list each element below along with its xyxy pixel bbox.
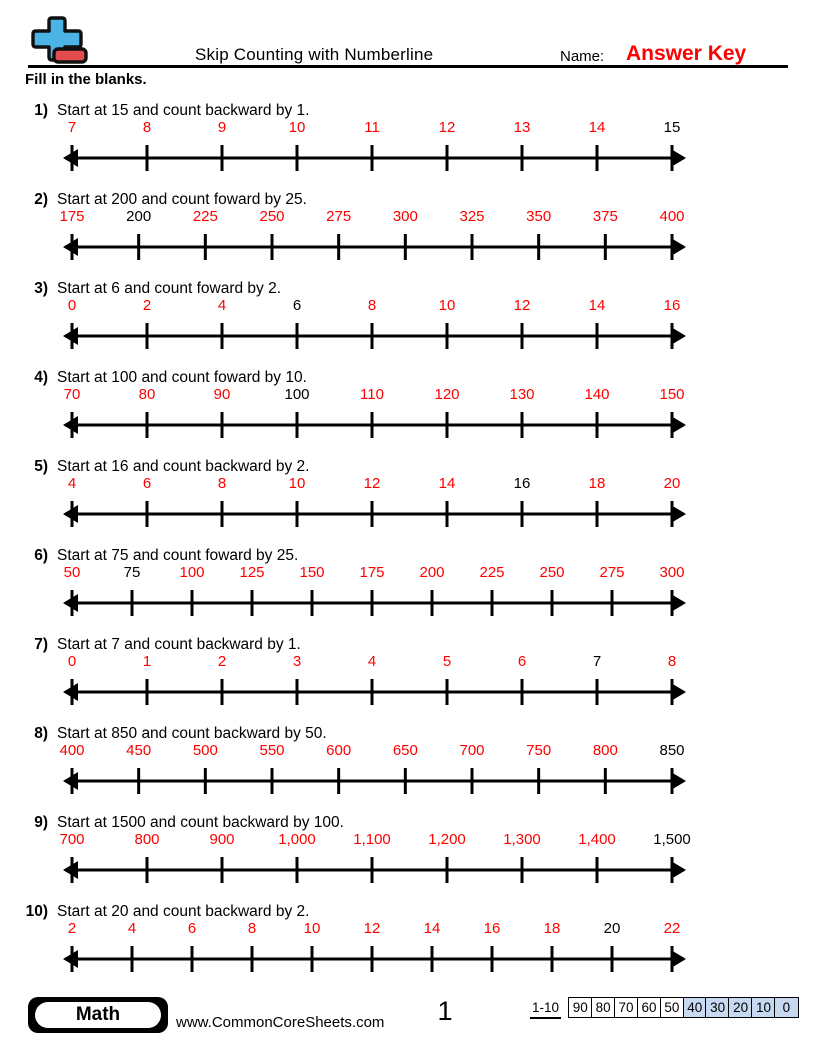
problem — [0, 367, 816, 456]
problem — [0, 545, 816, 634]
answer-value: 5 — [442, 653, 452, 670]
given-value: 1,500 — [653, 831, 691, 848]
numberline — [62, 582, 687, 624]
answer-value: 12 — [363, 920, 381, 937]
given-value: 20 — [603, 920, 621, 937]
numberline-values — [59, 831, 691, 849]
problem-number: 5) — [34, 458, 48, 475]
answer-value: 18 — [588, 475, 606, 492]
answer-value: 4 — [127, 920, 137, 937]
answer-value: 4 — [67, 475, 77, 492]
answer-value: 8 — [667, 653, 677, 670]
score-cell: 60 — [637, 997, 662, 1018]
numberline-values — [62, 920, 687, 938]
problem-number: 1) — [34, 102, 48, 119]
score-cell: 40 — [683, 997, 708, 1018]
numberline — [62, 760, 687, 802]
answer-value: 12 — [363, 475, 381, 492]
answer-value: 300 — [659, 564, 685, 581]
answer-value: 13 — [513, 119, 531, 136]
given-value: 15 — [663, 119, 681, 136]
website-url: www.CommonCoreSheets.com — [176, 1014, 385, 1031]
answer-value: 700 — [59, 831, 85, 848]
score-cell: 80 — [591, 997, 616, 1018]
answer-value: 100 — [179, 564, 205, 581]
answer-value: 80 — [138, 386, 156, 403]
problem-prompt: Start at 16 and count backward by 2. — [57, 458, 310, 475]
problem — [0, 723, 816, 812]
numberline-values — [62, 386, 687, 404]
subject-badge — [28, 997, 168, 1033]
name-label: Name: — [560, 48, 605, 65]
numberline — [62, 938, 687, 980]
numberline — [62, 671, 687, 713]
answer-value: 12 — [513, 297, 531, 314]
answer-value: 0 — [67, 297, 77, 314]
answer-value: 6 — [517, 653, 527, 670]
score-cell: 20 — [728, 997, 753, 1018]
answer-value: 9 — [217, 119, 227, 136]
answer-value: 11 — [364, 119, 380, 136]
answer-value: 130 — [509, 386, 535, 403]
problem-prompt: Start at 100 and count foward by 10. — [57, 369, 307, 386]
score-cell: 30 — [705, 997, 730, 1018]
numberline — [62, 404, 687, 446]
given-value: 75 — [123, 564, 141, 581]
answer-value: 110 — [360, 386, 384, 403]
problem-prompt: Start at 850 and count backward by 50. — [57, 725, 327, 742]
answer-value: 14 — [588, 297, 606, 314]
answer-value: 125 — [239, 564, 265, 581]
problem-number: 7) — [34, 636, 48, 653]
answer-value: 70 — [63, 386, 81, 403]
problem-prompt: Start at 15 and count backward by 1. — [57, 102, 310, 119]
answer-value: 8 — [367, 297, 377, 314]
answer-value: 175 — [359, 564, 385, 581]
problem — [0, 456, 816, 545]
score-cell: 10 — [751, 997, 776, 1018]
answer-value: 800 — [592, 742, 618, 759]
instructions-text: Fill in the blanks. — [25, 71, 147, 88]
answer-value: 300 — [392, 208, 418, 225]
score-cell: 50 — [660, 997, 685, 1018]
numberline-values — [62, 564, 687, 582]
problem-prompt: Start at 1500 and count backward by 100. — [57, 814, 344, 831]
answer-value: 650 — [392, 742, 418, 759]
answer-value: 375 — [592, 208, 618, 225]
answer-value: 6 — [187, 920, 197, 937]
answer-value: 120 — [434, 386, 460, 403]
numberline-values — [62, 475, 687, 493]
answer-value: 16 — [663, 297, 681, 314]
problem-number: 9) — [34, 814, 48, 831]
numberline-values — [62, 653, 687, 671]
problem — [0, 901, 816, 990]
score-cell: 0 — [774, 997, 799, 1018]
answer-value: 2 — [67, 920, 77, 937]
answer-value: 7 — [67, 119, 77, 136]
numberline — [62, 849, 687, 891]
score-cell: 90 — [568, 997, 593, 1018]
answer-value: 10 — [288, 119, 306, 136]
answer-value: 8 — [247, 920, 257, 937]
answer-value: 8 — [217, 475, 227, 492]
answer-value: 600 — [326, 742, 352, 759]
answer-value: 1,400 — [578, 831, 616, 848]
score-table — [568, 997, 799, 1018]
problem-number: 2) — [34, 191, 48, 208]
numberline-values — [62, 119, 687, 137]
answer-value: 22 — [663, 920, 681, 937]
given-value: 100 — [284, 386, 310, 403]
problem-prompt: Start at 20 and count backward by 2. — [57, 903, 310, 920]
answer-value: 0 — [67, 653, 77, 670]
worksheet-title: Skip Counting with Numberline — [195, 45, 434, 64]
answer-value: 20 — [663, 475, 681, 492]
answer-value: 140 — [584, 386, 610, 403]
answer-value: 275 — [599, 564, 625, 581]
given-value: 7 — [592, 653, 602, 670]
problem — [0, 634, 816, 723]
given-value: 6 — [292, 297, 302, 314]
answer-value: 275 — [326, 208, 352, 225]
answer-value: 2 — [142, 297, 152, 314]
answer-value: 400 — [59, 742, 85, 759]
answer-value: 325 — [459, 208, 485, 225]
given-value: 16 — [513, 475, 531, 492]
answer-value: 450 — [126, 742, 152, 759]
answer-value: 500 — [192, 742, 218, 759]
answer-key-label: Answer Key — [626, 42, 747, 65]
answer-value: 150 — [659, 386, 685, 403]
numberline-values — [59, 742, 687, 760]
answer-value: 225 — [192, 208, 218, 225]
answer-value: 8 — [142, 119, 152, 136]
answer-value: 1 — [142, 653, 152, 670]
answer-value: 4 — [217, 297, 227, 314]
subject-badge-label: Math — [35, 1002, 161, 1028]
answer-value: 225 — [479, 564, 505, 581]
answer-value: 18 — [543, 920, 561, 937]
numberline-values — [62, 297, 687, 315]
problem — [0, 812, 816, 901]
numberline — [62, 226, 687, 268]
problem-number: 3) — [34, 280, 48, 297]
answer-value: 400 — [659, 208, 685, 225]
answer-value: 16 — [483, 920, 501, 937]
problem-number: 6) — [34, 547, 48, 564]
answer-value: 10 — [303, 920, 321, 937]
numberline — [62, 493, 687, 535]
answer-value: 550 — [259, 742, 285, 759]
problem-prompt: Start at 7 and count backward by 1. — [57, 636, 301, 653]
minus-icon — [54, 49, 86, 62]
problem-prompt: Start at 75 and count foward by 25. — [57, 547, 299, 564]
answer-value: 700 — [459, 742, 485, 759]
answer-value: 2 — [217, 653, 227, 670]
answer-value: 750 — [526, 742, 552, 759]
answer-value: 1,100 — [353, 831, 391, 848]
score-range-label: 1-10 — [530, 1000, 561, 1019]
given-value: 850 — [659, 742, 685, 759]
answer-value: 1,200 — [428, 831, 466, 848]
problem-number: 10) — [25, 903, 48, 920]
answer-value: 14 — [438, 475, 456, 492]
answer-value: 90 — [213, 386, 231, 403]
answer-value: 250 — [539, 564, 565, 581]
answer-value: 150 — [299, 564, 325, 581]
answer-value: 800 — [134, 831, 160, 848]
problem — [0, 100, 816, 189]
answer-value: 250 — [259, 208, 285, 225]
plus-minus-logo-icon — [28, 16, 90, 68]
problem-number: 8) — [34, 725, 48, 742]
problem-prompt: Start at 200 and count foward by 25. — [57, 191, 307, 208]
problem-prompt: Start at 6 and count foward by 2. — [57, 280, 282, 297]
answer-value: 175 — [59, 208, 85, 225]
answer-value: 12 — [438, 119, 456, 136]
answer-value: 200 — [419, 564, 445, 581]
problem-number: 4) — [34, 369, 48, 386]
answer-value: 10 — [438, 297, 456, 314]
answer-value: 50 — [63, 564, 81, 581]
answer-value: 900 — [209, 831, 235, 848]
numberline — [62, 315, 687, 357]
answer-value: 4 — [367, 653, 377, 670]
page-number: 1 — [437, 996, 453, 1026]
answer-value: 350 — [526, 208, 552, 225]
numberline-values — [59, 208, 687, 226]
problem — [0, 189, 816, 278]
problem — [0, 278, 816, 367]
answer-value: 6 — [142, 475, 152, 492]
answer-value: 3 — [292, 653, 302, 670]
score-cell: 70 — [614, 997, 639, 1018]
answer-value: 14 — [423, 920, 441, 937]
answer-value: 1,000 — [278, 831, 316, 848]
answer-value: 1,300 — [503, 831, 541, 848]
answer-value: 10 — [288, 475, 306, 492]
answer-value: 14 — [588, 119, 606, 136]
numberline — [62, 137, 687, 179]
given-value: 200 — [126, 208, 152, 225]
